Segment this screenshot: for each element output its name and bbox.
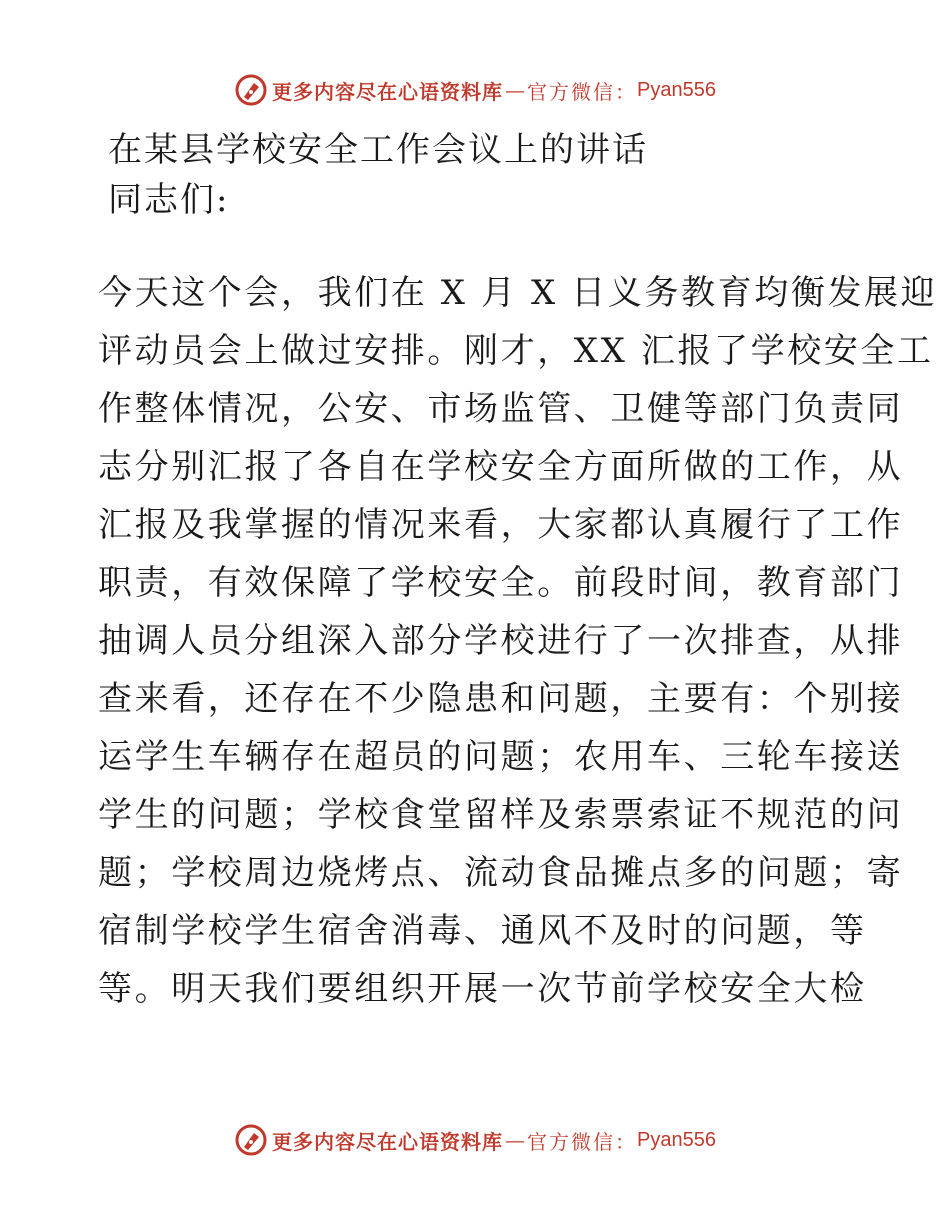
body-line: 汇报及我掌握的情况来看，大家都认真履行了工作: [98, 505, 904, 545]
document-body: [98, 264, 938, 1018]
watermark-brand: 更多内容尽在心语资料库: [272, 79, 504, 104]
watermark-brand: 更多内容尽在心语资料库: [272, 1129, 504, 1154]
body-line: 今天这个会，我们在 X 月 X 日义务教育均衡发展迎: [98, 273, 938, 313]
watermark-dash: —: [505, 78, 526, 102]
body-line: 宿制学校学生宿舍消毒、通风不及时的问题，等: [98, 911, 867, 951]
body-line: 查来看，还存在不少隐患和问题，主要有：个别接: [98, 679, 904, 719]
body-line: 运学生车辆存在超员的问题；农用车、三轮车接送: [98, 737, 904, 777]
body-line: 抽调人员分组深入部分学校进行了一次排查，从排: [98, 621, 904, 661]
body-line: 作整体情况，公安、市场监管、卫健等部门负责同: [98, 389, 904, 429]
footer-watermark: [0, 1120, 950, 1160]
watermark-dash: —: [505, 1128, 526, 1152]
salutation: 同志们:: [108, 180, 230, 220]
body-line: 评动员会上做过安排。刚才，XX 汇报了学校安全工: [98, 331, 934, 371]
watermark-label: 官方微信：: [527, 79, 638, 104]
pen-nib-logo-icon: [234, 1123, 268, 1157]
body-line: 职责，有效保障了学校安全。前段时间，教育部门: [98, 563, 904, 603]
body-line: 等。明天我们要组织开展一次节前学校安全大检: [98, 969, 867, 1009]
watermark-label: 官方微信：: [527, 1129, 638, 1154]
body-line: 学生的问题；学校食堂留样及索票索证不规范的问: [98, 795, 904, 835]
body-line: 题；学校周边烧烤点、流动食品摊点多的问题；寄: [98, 853, 904, 893]
watermark-wechat-id: Pyan556: [637, 78, 716, 101]
pen-nib-logo-icon: [234, 73, 268, 107]
header-watermark: [0, 70, 950, 110]
document-title: 在某县学校安全工作会议上的讲话: [108, 130, 648, 170]
body-line: 志分别汇报了各自在学校安全方面所做的工作，从: [98, 447, 904, 487]
watermark-wechat-id: Pyan556: [637, 1128, 716, 1151]
